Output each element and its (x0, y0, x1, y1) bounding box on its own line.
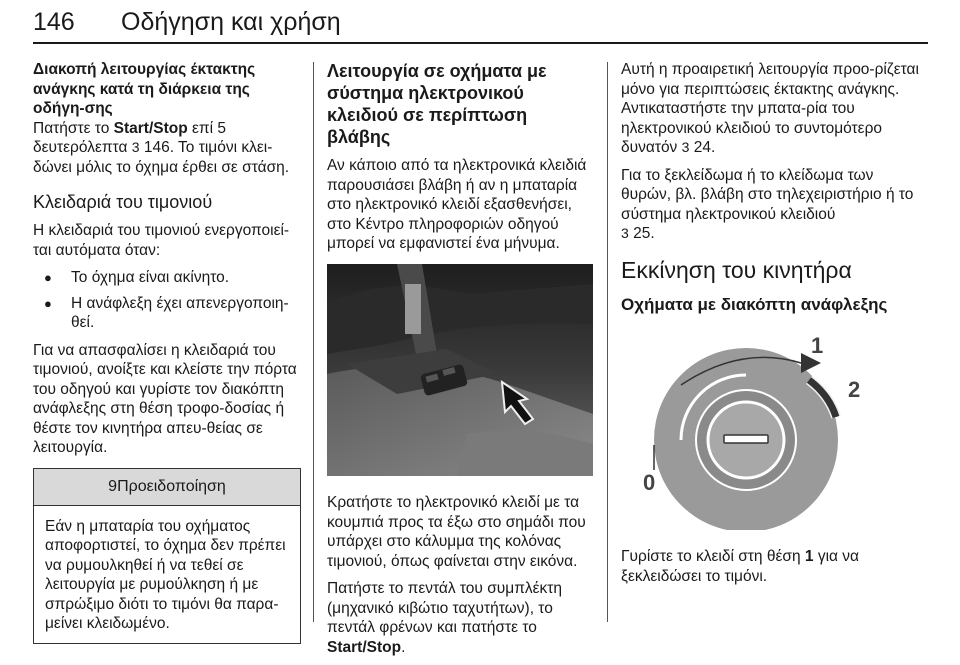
position-label-1: 1 (811, 332, 824, 358)
optional-function-paragraph: Αυτή η προαιρετική λειτουργία προο-ρίζεται μόνο για περιπτώσεις έκτακτης ανάγκης. Αντικαταστήστε την μπατα-ρία του ηλεκτρονικού κλειδιού το συντομότερο δυνατόν 3 24. (621, 61, 919, 156)
page-ref: 24 (693, 139, 711, 156)
page-number: 146 (33, 8, 75, 36)
text: επί 5 δευτερόλεπτα (33, 119, 226, 156)
text: . Το τιμόνι κλει-δώνει μόλις το όχημα έρθει σε στάση. (33, 139, 290, 176)
start-stop-label: Start/Stop (113, 119, 188, 137)
text: Πατήστε το πεντάλ του συμπλέκτη (μηχανικό κιβώτιο ταχυτήτων), το πεντάλ φρένων και πατήστε το (327, 580, 563, 636)
electronic-key-heading: Λειτουργία σε οχήματα με σύστημα ηλεκτρονικού κλειδιού σε περίπτωση βλάβης (327, 61, 547, 147)
position-number: 1 (804, 548, 814, 565)
column-left (33, 60, 301, 644)
column-divider (607, 62, 608, 622)
steering-column-photo (327, 264, 593, 482)
press-pedal-paragraph (327, 579, 593, 657)
ignition-switch-heading: Οχήματα με διακόπτη ανάφλεξης (621, 294, 888, 314)
position-label-0: 0 (643, 469, 656, 495)
warning-icon: 9 (108, 477, 118, 495)
chapter-title: Οδήγηση και χρήση (121, 8, 341, 36)
warning-header (34, 469, 300, 506)
position-label-2: 2 (848, 376, 861, 402)
page-ref: 25 (633, 225, 651, 242)
page-ref-icon: 3 (131, 139, 140, 155)
column-right (621, 60, 921, 594)
release-paragraph: Για να απασφαλίσει η κλειδαριά του τιμονιού, ανοίξτε και κλείστε την πόρτα του οδηγού και γυρίστε τον διακόπτη ανάφλεξης στη θέση τροφο-δοσίας ή θέστε τον κινητήρα απευ-θείας σε λειτουργία. (33, 341, 297, 456)
ignition-switch-diagram (621, 325, 881, 530)
key-slot (724, 435, 768, 443)
text: Για το ξεκλείδωμα ή το κλείδωμα των θυρών, βλ. βλάβη στο τηλεχειριστήριο ή το σύστημα ηλεκτρονικού κλειδιού (621, 166, 914, 223)
steering-column-image (327, 264, 593, 476)
text: Πατήστε το (33, 119, 114, 137)
warning-body: Εάν η μπαταρία του οχήματος αποφορτιστεί, το όχημα δεν πρέπει να ρυμουλκηθεί ή να τεθεί σε λειτουργία με ρυμούλκηση ή με σπρώξιμο διότι το τιμόνι θα παρα-μείνει κλειδωμένο. (45, 517, 286, 632)
doors-paragraph: Για το ξεκλείδωμα ή το κλείδωμα των θυρών, βλ. βλάβη στο τηλεχειριστήριο ή το σύστημα ηλεκτρονικού κλειδιού 3 25. (621, 166, 914, 242)
turn-key-paragraph (621, 547, 921, 586)
column-middle (327, 60, 593, 665)
page-header (33, 6, 921, 46)
emergency-paragraph (33, 119, 301, 178)
text: για να ξεκλειδώσει το τιμόνι. (621, 548, 859, 585)
emergency-heading: Διακοπή λειτουργίας έκτακτης ανάγκης κατά τη διάρκεια της οδήγη-σης (33, 61, 256, 117)
text: Γυρίστε το κλειδί στη θέση (621, 548, 805, 565)
page-ref: 146 (143, 139, 170, 156)
engine-start-heading: Εκκίνηση του κινητήρα (621, 256, 852, 283)
start-stop-label: Start/Stop (327, 638, 402, 656)
ignition-switch-figure (621, 325, 921, 536)
warning-box (33, 468, 301, 644)
warning-title: Προειδοποίηση (117, 477, 226, 495)
lock-intro: Η κλειδαριά του τιμονιού ενεργοποιεί-ται αυτόματα όταν: (33, 222, 290, 259)
text: Αυτή η προαιρετική λειτουργία προο-ρίζεται μόνο για περιπτώσεις έκτακτης ανάγκης. Αντικαταστήστε την μπατα-ρία του ηλεκτρονικού κλειδιού το συντομότερο δυνατόν (621, 61, 919, 156)
list-item: ● Το όχημα είναι ακίνητο. (33, 268, 301, 288)
hold-key-paragraph: Κρατήστε το ηλεκτρονικό κλειδί με τα κουμπιά προς τα έξω στο σημάδι που υπάρχει στο κάλυμμα της κολόνας τιμονιού, όπως φαίνεται στην εικόνα. (327, 494, 586, 570)
electronic-key-intro: Αν κάποιο από τα ηλεκτρονικά κλειδιά παρουσιάσει βλάβη ή αν η μπαταρία στο ηλεκτρονικό κλειδί εξασθενήσει, στο Κέντρο πληροφοριών οδηγού μπορεί να εμφανιστεί ένα μήνυμα. (327, 157, 587, 252)
lock-conditions-list (33, 268, 301, 333)
list-item: ● Η ανάφλεξη έχει απενεργοποιη-θεί. (33, 294, 301, 333)
text: . (401, 638, 406, 656)
header-rule (33, 42, 928, 44)
column-divider (313, 62, 314, 622)
page-ref-icon: 3 (681, 139, 690, 155)
steering-lock-heading: Κλειδαριά του τιμονιού (33, 192, 213, 212)
page-ref-icon: 3 (621, 225, 629, 241)
